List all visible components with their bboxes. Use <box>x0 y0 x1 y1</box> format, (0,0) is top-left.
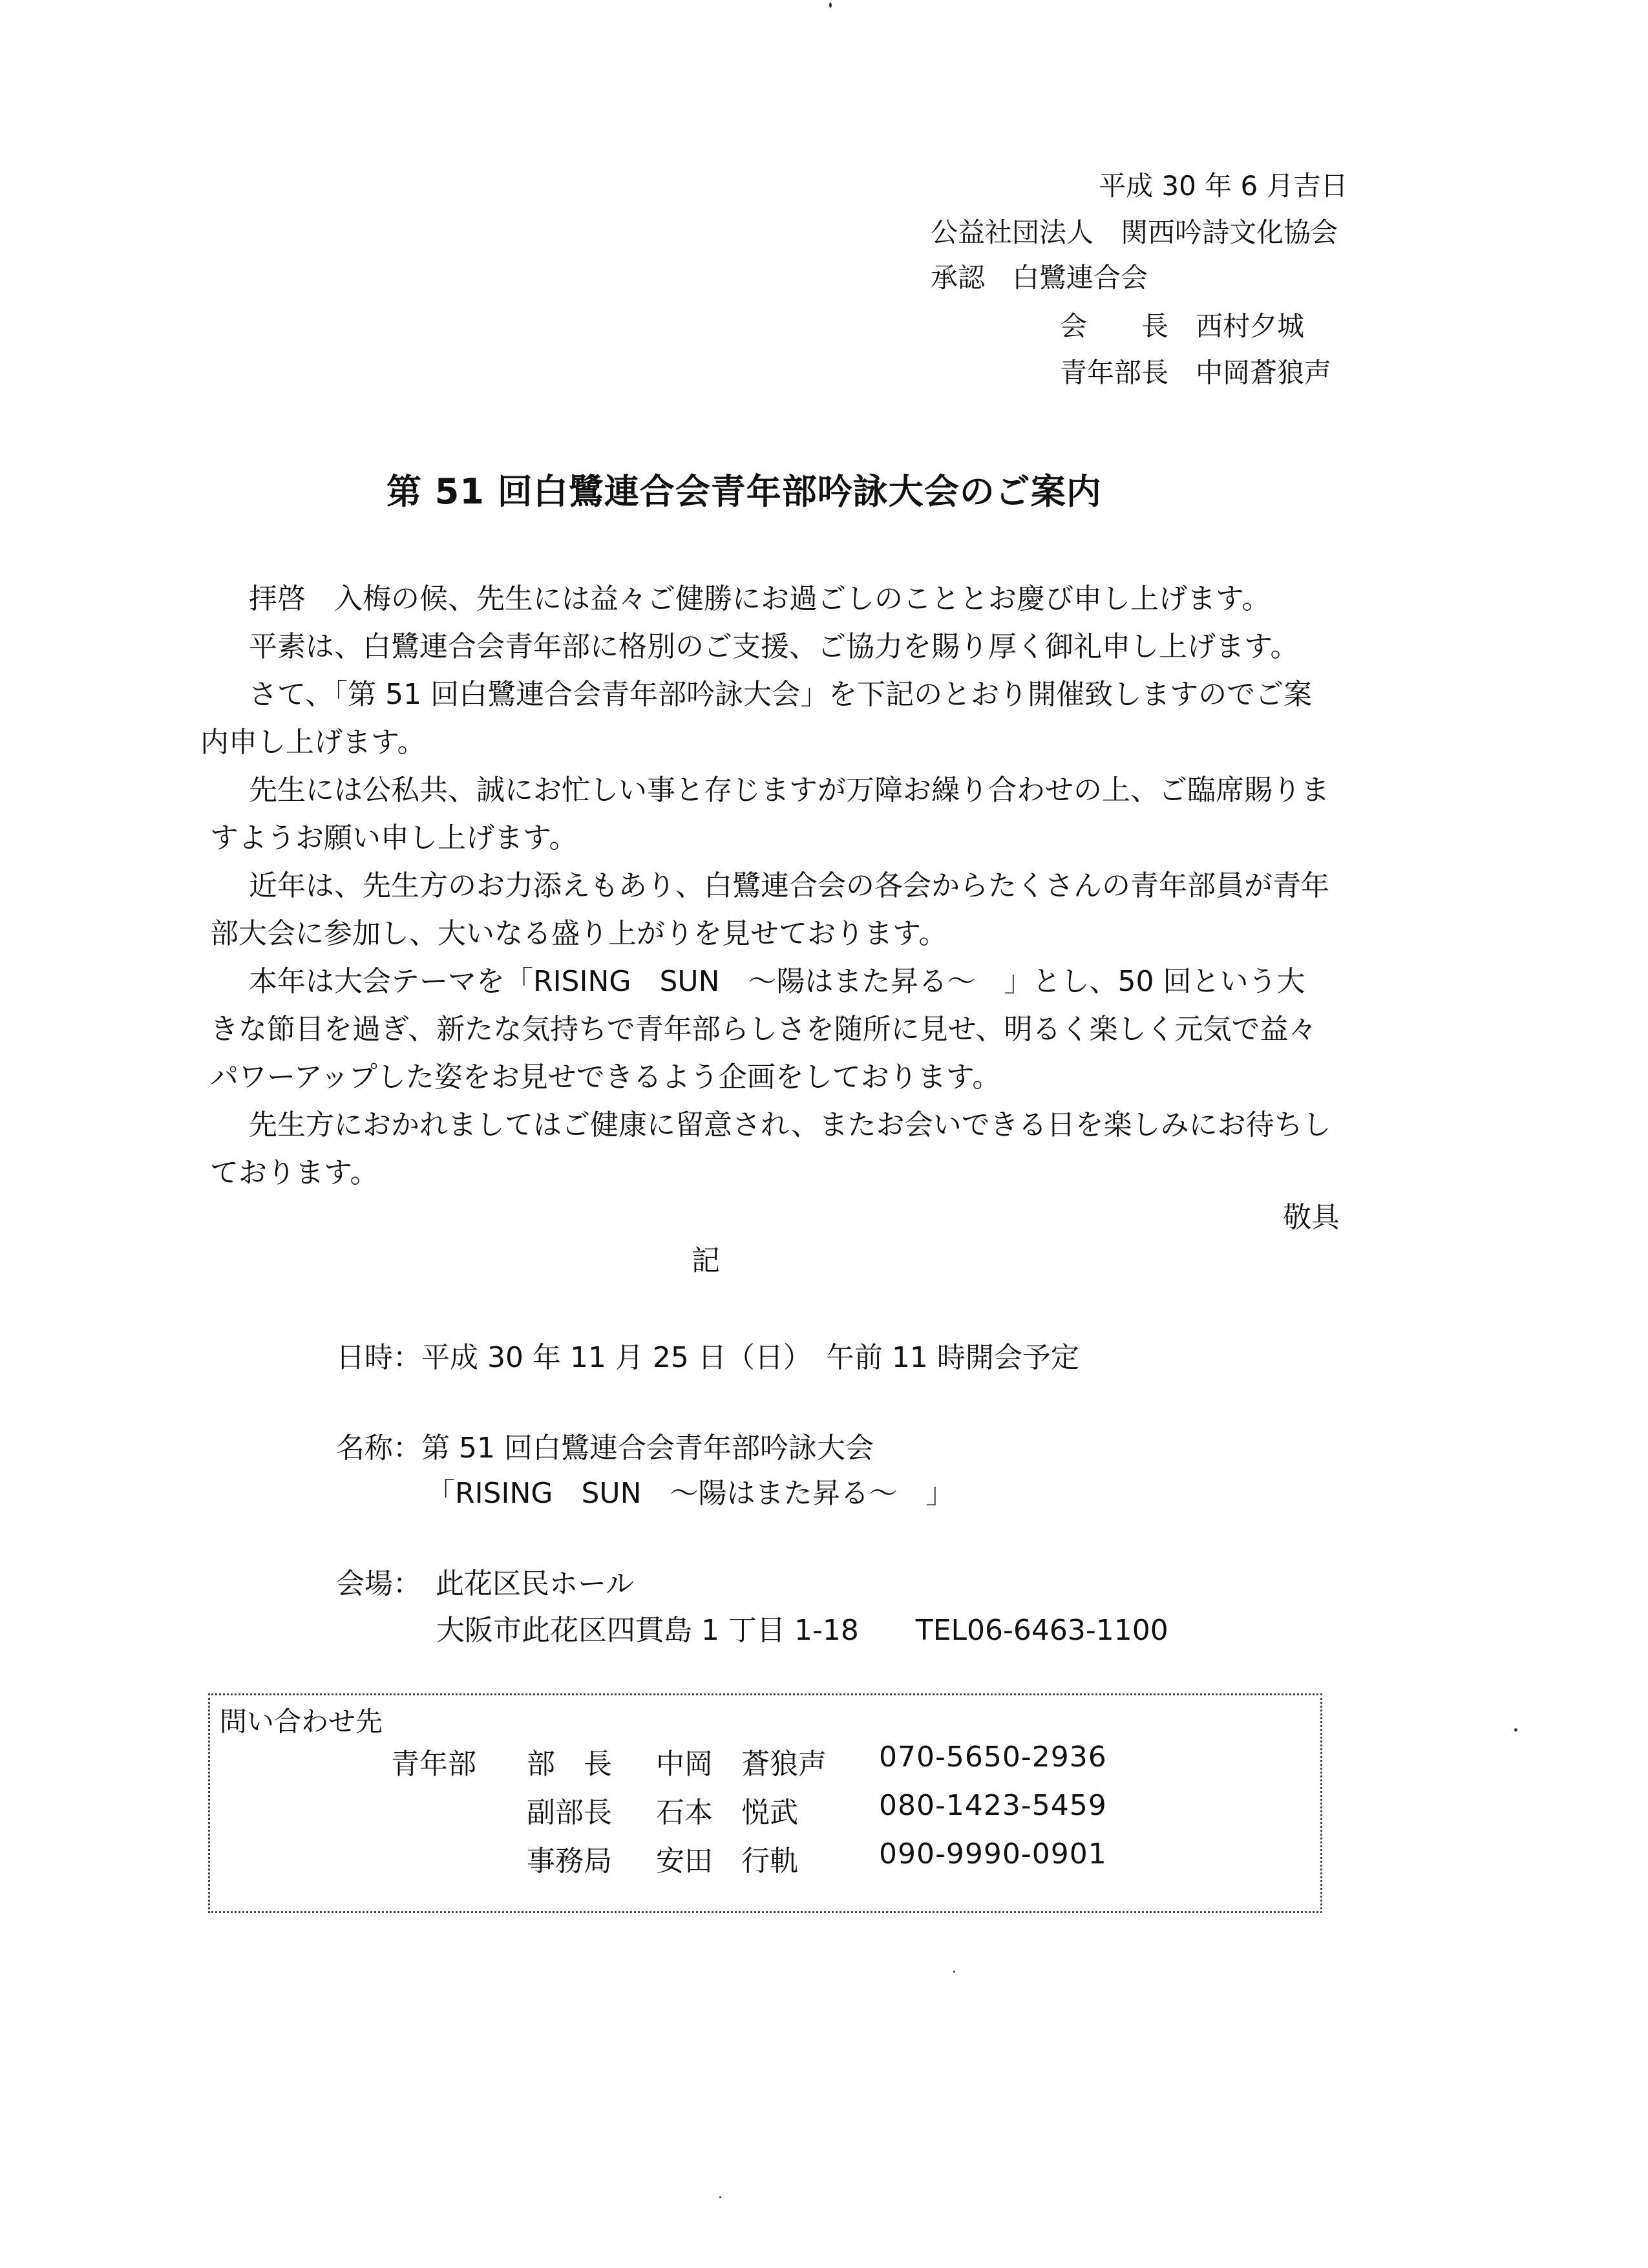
contact-title: 問い合わせ先 <box>220 1706 383 1737</box>
scan-speck <box>953 1971 955 1973</box>
contact-box <box>208 1693 1322 1913</box>
contact-department: 青年部 <box>391 1748 476 1781</box>
paragraph-7-line-2: ております。 <box>210 1156 379 1189</box>
paragraph-4-line-2: すようお願い申し上げます。 <box>210 821 578 854</box>
contact-phone: 090-9990-0901 <box>879 1838 1107 1871</box>
youth-head-line: 青年部長 中岡蒼狼声 <box>1060 357 1332 388</box>
closing-keigu: 敬具 <box>1283 1201 1340 1234</box>
letter-body <box>200 575 1373 1197</box>
organization-name: 公益社団法人 関西吟詩文化協会 <box>931 217 1338 248</box>
president-line: 会 長 西村夕城 <box>1060 310 1305 342</box>
paragraph-6-line-3: パワーアップした姿をお見せできるよう企画をしております。 <box>210 1061 1001 1094</box>
contact-role: 部 長 <box>527 1748 612 1781</box>
event-venue: 会場： 此花区民ホール <box>336 1567 635 1600</box>
venue-address: 大阪市此花区四貫島 1 丁目 1-18 TEL06-6463-1100 <box>436 1614 1168 1647</box>
paragraph-2: 平素は、白鷺連合会青年部に格別のご支援、ご協力を賜り厚く御礼申し上げます。 <box>249 630 1299 663</box>
contact-name: 石本 悦武 <box>656 1796 798 1829</box>
event-theme: 「RISING SUN ～陽はまた昇る～ 」 <box>427 1477 955 1510</box>
paragraph-5-line-2: 部大会に参加し、大いなる盛り上がりを見せております。 <box>210 917 947 950</box>
contact-phone: 080-1423-5459 <box>879 1789 1107 1822</box>
paragraph-3-line-1: さて、「第 51 回白鷺連合会青年部吟詠大会」を下記のとおり開催致しますのでご案 <box>249 678 1313 711</box>
paragraph-1: 拝啓 入梅の候、先生には益々ご健勝にお過ごしのこととお慶び申し上げます。 <box>249 582 1271 615</box>
paragraph-3-line-2: 内申し上げます。 <box>200 726 426 759</box>
paragraph-4-line-1: 先生には公私共、誠にお忙しい事と存じますが万障お繰り合わせの上、ご臨席賜りま <box>249 774 1329 807</box>
scan-speck <box>829 3 832 8</box>
paragraph-5-line-1: 近年は、先生方のお力添えもあり、白鷺連合会の各会からたくさんの青年部員が青年 <box>249 869 1329 902</box>
event-datetime: 日時：平成 30 年 11 月 25 日（日） 午前 11 時開会予定 <box>336 1341 1079 1374</box>
ki-heading: 記 <box>692 1244 720 1277</box>
contact-phone: 070-5650-2936 <box>879 1741 1107 1774</box>
event-name: 名称：第 51 回白鷺連合会青年部吟詠大会 <box>336 1432 874 1465</box>
contact-role: 事務局 <box>527 1845 612 1878</box>
contact-role: 副部長 <box>527 1796 612 1829</box>
paragraph-7-line-1: 先生方におかれましてはご健康に留意され、またお会いできる日を楽しみにお待ちし <box>249 1108 1331 1141</box>
contact-name: 中岡 蒼狼声 <box>656 1748 827 1781</box>
paragraph-6-line-1: 本年は大会テーマを「RISING SUN ～陽はまた昇る～ 」とし、50 回という大 <box>249 965 1305 998</box>
issue-date: 平成 30 年 6 月吉日 <box>1099 170 1348 202</box>
scan-speck <box>719 2196 721 2198</box>
contact-name: 安田 行軌 <box>656 1845 798 1878</box>
paragraph-6-line-2: きな節目を過ぎ、新たな気持ちで青年部らしさを随所に見せ、明るく楽しく元気で益々 <box>210 1013 1317 1046</box>
document-title: 第 51 回白鷺連合会青年部吟詠大会のご案内 <box>386 471 1102 512</box>
scan-speck <box>1514 1728 1517 1732</box>
approval-line: 承認 白鷺連合会 <box>931 262 1148 293</box>
